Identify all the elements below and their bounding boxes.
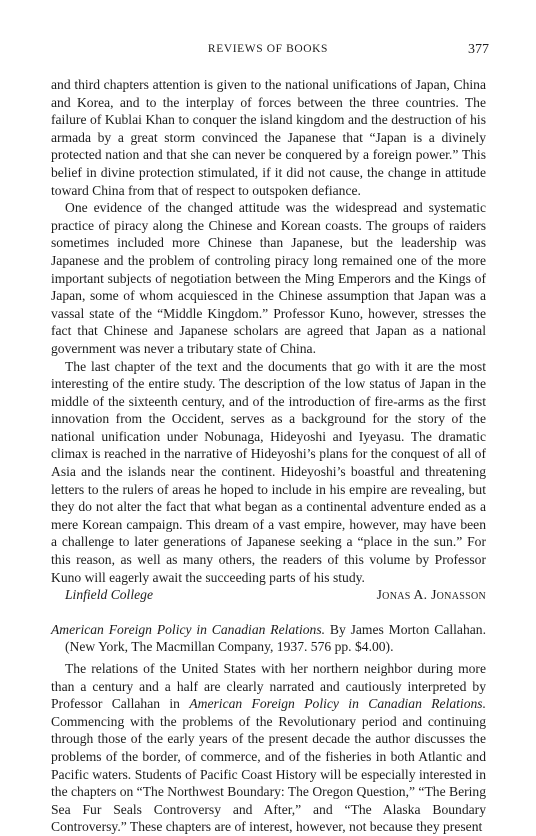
review1-paragraph-3: The last chapter of the text and the documents that go with it are the most interesting of the entire study. The description of the low status of Japan in the middle of the sixteenth century, and of the introduction of fire-arms as the first innovation from the Occident, serves as a background for the story of the national unification under Nobunaga, Hideyoshi and Iyeyasu. The dramatic climax is reached in the narrative of Hideyoshi’s plans for the conquest of all of Asia and the islands near the continent. Hideyoshi’s boastful and threatening letters to the rulers of areas he hoped to include in his empire are revealing, but they do not alter the fact that what began as a continental adventure ended as a mere Korean campaign. This dream of a vast empire, however, may have been a challenge to later generations of Japanese seeking a “place in the sun.” For this reason, as well as many others, the readers of this volume by Professor Kuno will eagerly await the succeeding parts of his study. (51, 358, 486, 585)
body-text (51, 76, 486, 836)
reviewer-name: Jonas A. Jonasson (376, 587, 486, 603)
review1-signature (51, 586, 486, 604)
page-header (0, 43, 536, 63)
page-number: 377 (468, 42, 489, 57)
review2-citation-details: By James Morton Callahan. (New York, The Macmillan Company, 1937. 576 pp. $4.00). (65, 621, 486, 655)
review2-inline-title: American Foreign Policy in Canadian Relations. (189, 696, 486, 712)
review1-paragraph-1: and third chapters attention is given to the national unifications of Japan, China and Korea, and to the interplay of forces between the three countries. The failure of Kublai Khan to conquer the island kingdom and the destruction of his armada by a great storm convinced the Japanese that “Japan is a divinely protected nation and that she can never be conquered by a foreign power.” This belief in divine protection stimulated, if it did not cause, the change in attitude toward China from that of respect to outspoken defiance. (51, 77, 486, 198)
running-head: REVIEWS OF BOOKS (207, 43, 329, 55)
reviewer-affiliation: Linfield College (65, 587, 153, 603)
review1-paragraph-2: One evidence of the changed attitude was the widespread and systematic practice of piracy along the Chinese and Korean coasts. The groups of raiders sometimes included more Chinese than Japanese, but the leadership was Japanese and the problem of controling piracy long remained one of the more important subjects of negotiation between the Ming Emperors and the Kings of Japan, some of whom acquiesced in the Chinese assumption that Japan was a vassal state of the “Middle Kingdom.” Professor Kuno, however, stresses the fact that Chinese and Japanese scholars are agreed that Japan as a national government was never a tributary state of China. (51, 200, 486, 356)
review2-text-part-2: Commencing with the problems of the Revolutionary period and continuing through those of the early years of the present decade the author discusses the problems of the border, of commerce, and of the fisheries in both Atlantic and Pacific waters. Students of Pacific Coast History will be especially interested in the chapters on “The Northwest Boundary: The Oregon Question,” “The Bering Sea Fur Seals Controversy and After,” and “The Alaska Boundary Controversy.” These chapters are of interest, however, not because they present (51, 713, 486, 835)
review2-citation (51, 621, 486, 656)
review2-paragraph-1 (51, 660, 486, 836)
review2-book-title: American Foreign Policy in Canadian Relations. (51, 621, 326, 637)
review2-text-part-1: The relations of the United States with her northern neighbor during more than a century and a half are clearly narrated and cautiously interpreted by Professor Callahan in (51, 661, 486, 712)
